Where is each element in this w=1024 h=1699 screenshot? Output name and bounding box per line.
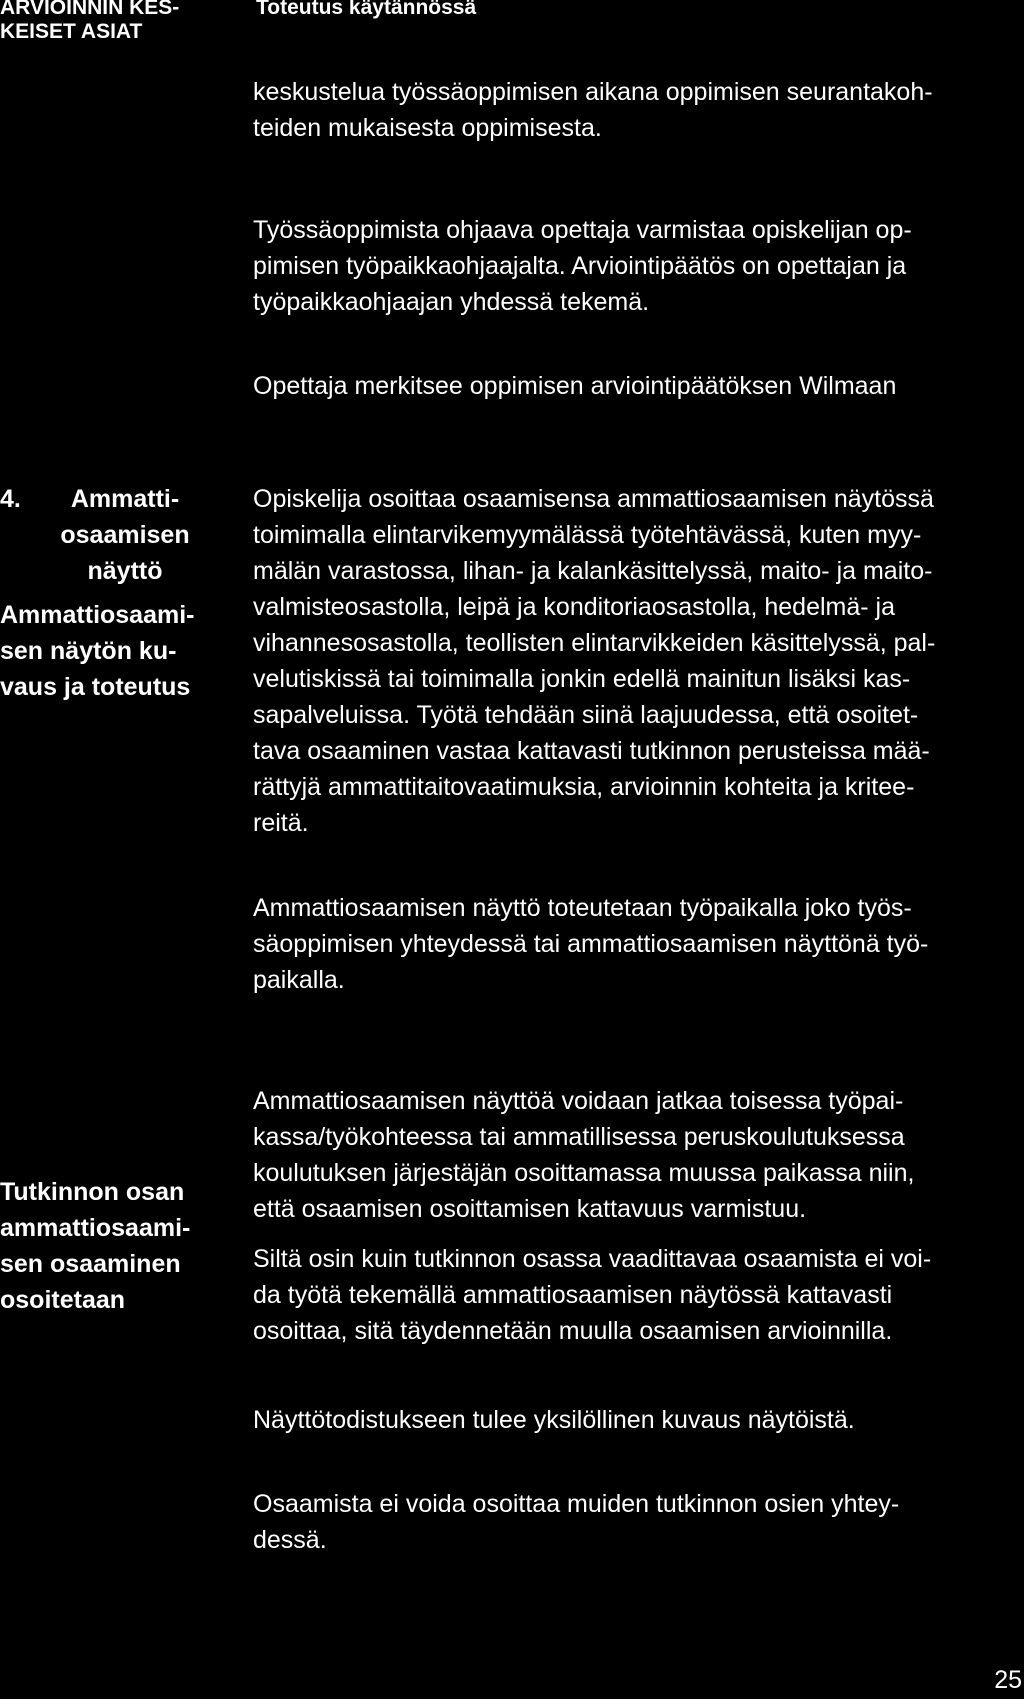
paragraph-continuation: Ammattiosaamisen näyttöä voidaan jatkaa toisessa työpai- kassa/työkohteessa tai ammatillisessa peruskoulutuksessa koulutuksen järjestäjän osoittamassa muussa paikassa niin, että osaamisen osoittamisen kattavuus varmistuu. [253, 1087, 915, 1223]
description-heading: Ammattiosaami- sen näytön ku- vaus ja toteutus [0, 601, 195, 701]
paragraph-supplementary-assessment: Siltä osin kuin tutkinnon osassa vaadittavaa osaamista ei voi- da työtä tekemällä ammattiosaamisen näytössä kattavasti osoittaa, sitä täydennetään muulla osaamisen arvioinnilla. [253, 1245, 932, 1345]
paragraph-teacher-verification: Työssäoppimista ohjaava opettaja varmistaa opiskelijan op- pimisen työpaikkaohjaajalta. Arviointipäätös on opettajan ja työpaikkaohjaajan yhdessä tekemä. [253, 216, 912, 316]
paragraph-certificate: Näyttötodistukseen tulee yksilöllinen kuvaus näytöistä. [253, 1406, 855, 1434]
header-right-column-title: Toteutus käytännössä [256, 0, 477, 19]
paragraph-discussion: keskustelua työssäoppimisen aikana oppimisen seurantakoh- teiden mukaisesta oppimisesta. [253, 78, 933, 142]
header-left-column-title: ARVIOINNIN KES- KEISET ASIAT [0, 0, 180, 43]
section-title: Ammatti- osaamisen näyttö [60, 485, 190, 585]
paragraph-wilma: Opettaja merkitsee oppimisen arviointipäätöksen Wilmaan [253, 372, 897, 400]
paragraph-other-units: Osaamista ei voida osoittaa muiden tutkinnon osien yhtey- dessä. [253, 1490, 900, 1554]
page-number: 25 [994, 1666, 1022, 1694]
paragraph-demonstration-description: Opiskelija osoittaa osaamisensa ammattiosaamisen näytössä toimimalla elintarvikemyymälässä työtehtävässä, kuten myy- mälän varastossa, lihan- ja kalankäsittelyssä, maito- ja maito- valmisteosastolla, leipä ja konditoriaosastolla, hedelmä- ja vihannesosastolla, teollisten elintarvikkeiden käsittelyssä, pal- velutiskissä tai toimimalla jonkin edellä mainitun lisäksi kas- sapalveluissa. Työtä tehdään siinä laajuudessa, että osoitet- tava osaaminen vastaa kattavasti tutkinnon perusteissa mää- rättyjä ammattitaitovaatimuksia, arvioinnin kohteita ja kritee- reitä. [253, 485, 936, 837]
section-number: 4. [0, 485, 21, 513]
demonstration-heading: Tutkinnon osan ammattiosaami- sen osaaminen osoitetaan [0, 1178, 191, 1314]
paragraph-workplace-implementation: Ammattiosaamisen näyttö toteutetaan työpaikalla joko työs- säoppimisen yhteydessä tai ammattiosaamisen näyttönä työ- paikalla. [253, 894, 929, 994]
